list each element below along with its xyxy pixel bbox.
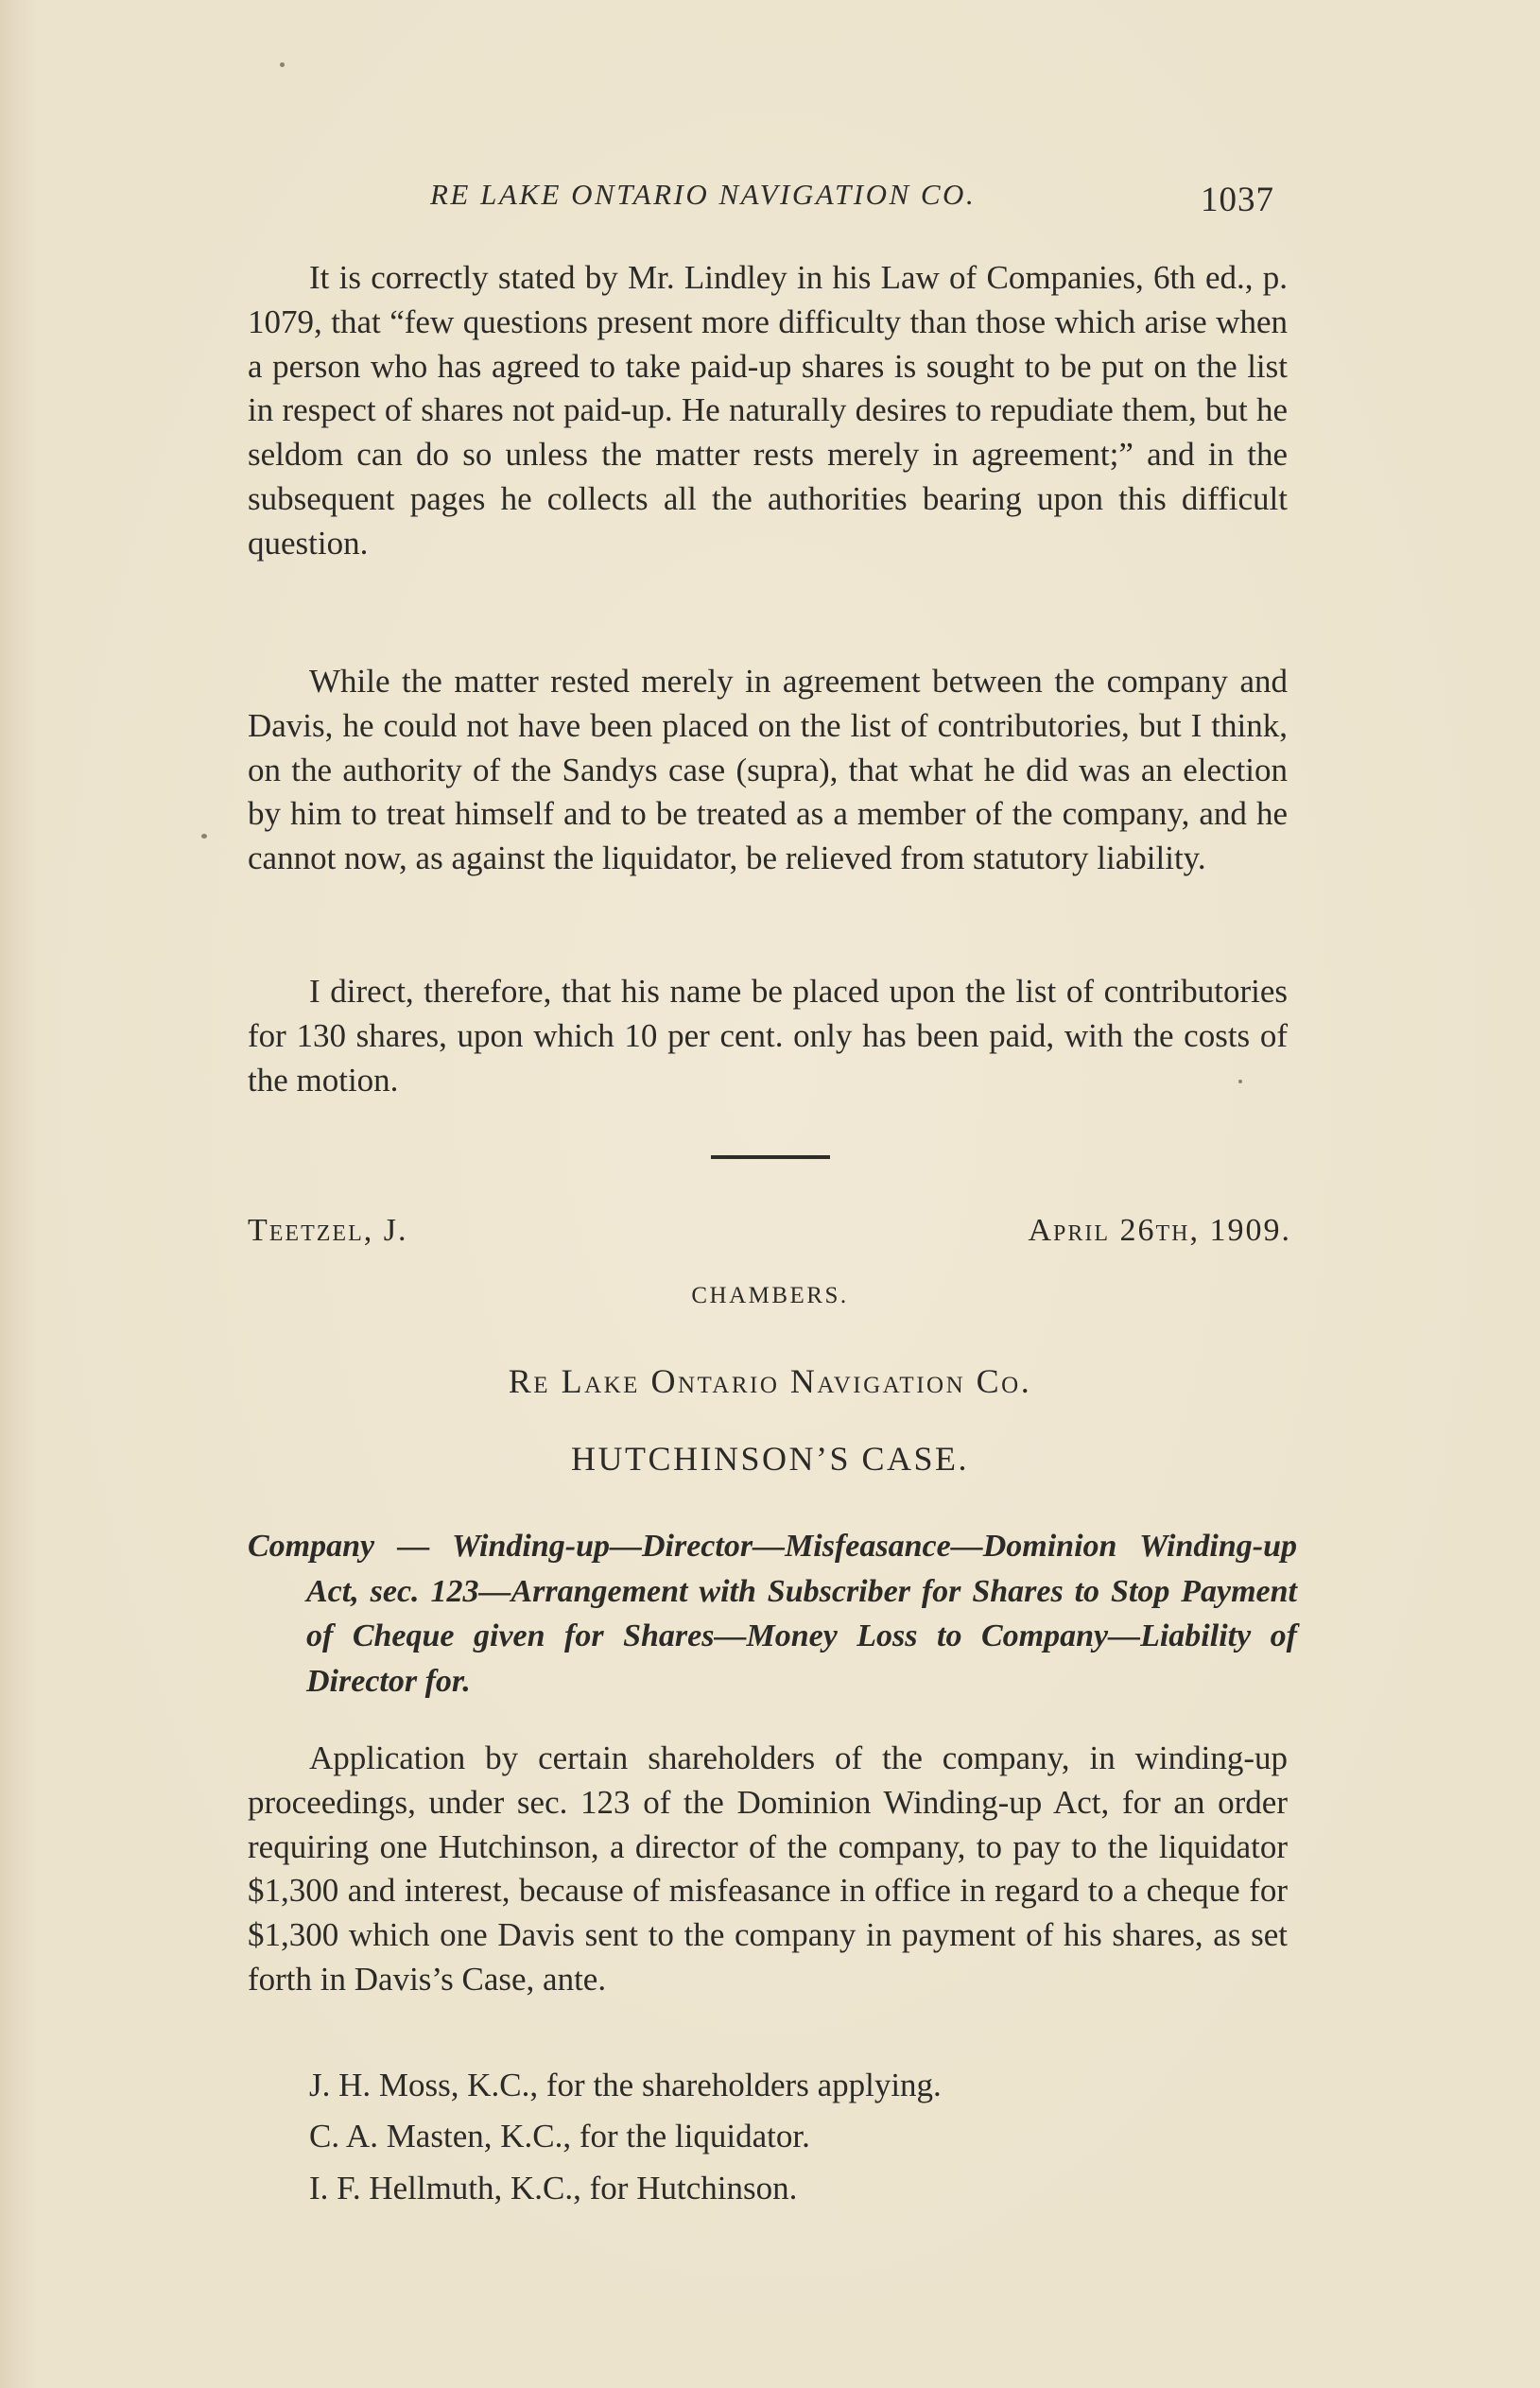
page-number: 1037	[1201, 181, 1274, 219]
case-title: Re Lake Ontario Navigation Co.	[508, 1362, 1032, 1400]
judge-name: Teetzel, J.	[248, 1213, 408, 1248]
headnote: Company — Winding-up—Director—Misfeasance—Dominion Winding-up Act, sec. 123—Arrangement with Subscriber for Shares to Stop Payment of Cheque given for Shares—Money Loss to Company—Liability of Director for.	[248, 1529, 1297, 1699]
paper-speck	[1238, 1080, 1242, 1083]
running-head: RE LAKE ONTARIO NAVIGATION CO.	[430, 178, 977, 211]
section-divider	[711, 1155, 830, 1159]
body-paragraph: It is correctly stated by Mr. Lindley in his Law of Companies, 6th ed., p. 1079, that “few questions present more difficulty than those which arise when a person who has agreed to take paid-up shares is sought to be put on the list in respect of shares not paid-up. He naturally desires to repudiate them, but he seldom can do so unless the matter rests merely in agreement;” and in the subsequent pages he collects all the authorities bearing upon this difficult question.	[248, 259, 1288, 562]
body-paragraph: While the matter rested merely in agreement between the company and Davis, he could not have been placed on the list of contributories, but I think, on the authority of the Sandys case (supra), that what he did was an election by him to treat himself and to be treated as a member of the company, and he cannot now, as against the liquidator, be relieved from statutory liability.	[248, 663, 1288, 877]
application-paragraph: Application by certain shareholders of the company, in winding-up proceedings, under sec. 123 of the Dominion Winding-up Act, for an order requiring one Hutchinson, a director of the company, to pay to the liquidator $1,300 and interest, because of misfeasance in office in regard to a cheque for $1,300 which one Davis sent to the company in payment of his shares, as set forth in Davis’s Case, ante.	[248, 1739, 1288, 1998]
counsel-line: J. H. Moss, K.C., for the shareholders applying.	[309, 2067, 942, 2103]
paper-speck	[201, 834, 207, 839]
case-subtitle: HUTCHINSON’S CASE.	[570, 1440, 970, 1478]
decision-date: April 26th, 1909.	[1028, 1213, 1291, 1248]
body-paragraph: I direct, therefore, that his name be placed upon the list of contributories for 130 shares, upon which 10 per cent. only has been paid, with the costs of the motion.	[248, 973, 1288, 1099]
court-label: CHAMBERS.	[691, 1283, 849, 1308]
paper-speck	[280, 62, 285, 67]
counsel-line: I. F. Hellmuth, K.C., for Hutchinson.	[309, 2170, 798, 2206]
counsel-line: C. A. Masten, K.C., for the liquidator.	[309, 2118, 810, 2154]
